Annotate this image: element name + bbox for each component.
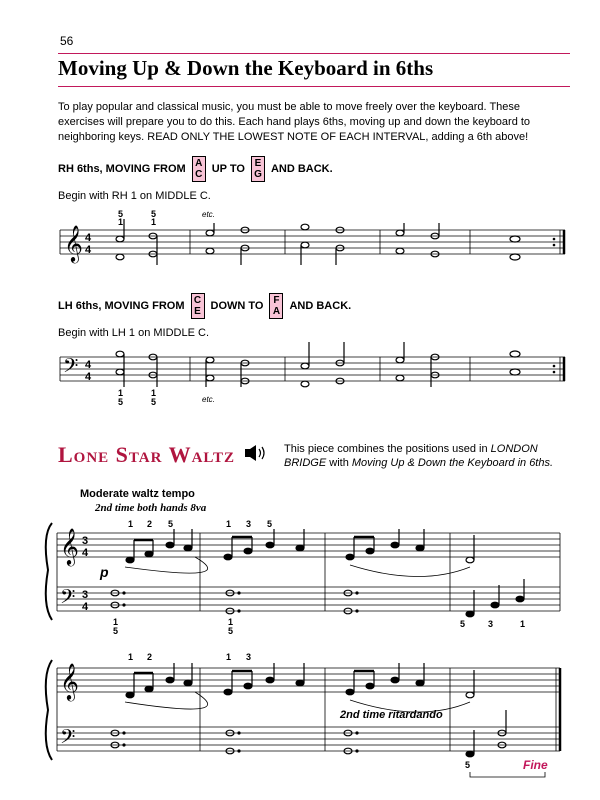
brace-icon — [46, 660, 52, 760]
time-sig-top: 3 — [82, 589, 89, 601]
lh-fingering: 1 — [228, 617, 234, 627]
rh-fingering: 5 — [267, 519, 273, 529]
rh-fingering: 1 — [128, 519, 134, 529]
time-sig-top: 4 — [85, 232, 92, 244]
rh-exercise-staff — [55, 205, 575, 275]
rh-etc: etc. — [202, 210, 215, 219]
treble-clef-icon: 𝄞 — [60, 528, 79, 564]
lh-fingering: 5 — [465, 760, 471, 770]
lh-fingering: 1 — [118, 388, 124, 398]
octave-instruction: 2nd time both hands 8va — [95, 502, 207, 514]
rh-label-a: RH 6ths, MOVING FROM — [58, 163, 186, 175]
rh-exercise-heading — [58, 156, 333, 182]
rh-fingering: 2 — [147, 652, 153, 662]
time-sig-bottom: 4 — [85, 244, 92, 256]
lh-fingering: 1 — [151, 388, 157, 398]
lh-fingering: 5 — [113, 626, 119, 636]
title-rule-top — [58, 53, 570, 54]
lh-fingering: 3 — [488, 619, 494, 629]
time-sig-bottom: 4 — [85, 371, 92, 383]
rh-label-b: UP TO — [211, 163, 245, 175]
lh-fingering: 5 — [151, 397, 157, 407]
rh-fingering: 3 — [246, 519, 252, 529]
song-title: Lone Star Waltz — [58, 442, 236, 467]
lh-from-box: C E — [191, 293, 205, 319]
lh-label-c: AND BACK. — [289, 300, 352, 312]
lh-exercise-staff — [55, 342, 575, 412]
song-description: This piece combines the positions used in LONDON BRIDGE with Moving Up & Down the Keyboard in 6ths. — [284, 443, 554, 469]
rh-begin-text: Begin with RH 1 on MIDDLE C. — [58, 190, 211, 202]
lh-fingering: 1 — [113, 617, 119, 627]
rh-fingering: 3 — [246, 652, 252, 662]
time-sig-top: 3 — [82, 535, 89, 547]
song-rh-notes — [126, 529, 424, 563]
rh-fingering: 1 — [226, 652, 232, 662]
title-rule-bottom — [58, 86, 570, 87]
lh-etc: etc. — [202, 395, 215, 404]
intro-text: To play popular and classical music, you must be able to move freely over the keyboard. These exercises will prepare you to do this. Each hand plays 6ths, moving up and down the keyboard to neighboring keys. READ ONLY THE LOWEST NOTE OF EACH INTERVAL, adding a 6th above! — [58, 101, 531, 143]
time-sig-bottom: 4 — [82, 547, 89, 559]
dynamic-mark: p — [100, 564, 109, 580]
rh-fingering: 5 — [118, 209, 124, 219]
time-sig-bottom: 4 — [82, 601, 89, 613]
lh-fingering: 1 — [520, 619, 526, 629]
rh-label-c: AND BACK. — [270, 163, 333, 175]
lh-label-a: LH 6ths, MOVING FROM — [58, 300, 185, 312]
song-lh-notes — [111, 590, 358, 614]
lh-fingering: 5 — [228, 626, 234, 636]
lh-fingering: 5 — [460, 619, 466, 629]
lh-notes — [116, 342, 520, 387]
page-title: Moving Up & Down the Keyboard in 6ths — [58, 56, 434, 80]
brace-icon — [46, 523, 52, 620]
song-system-2 — [40, 645, 575, 795]
rh-fingering: 1 — [128, 652, 134, 662]
lh-label-b: DOWN TO — [210, 300, 264, 312]
song-system-1 — [40, 515, 575, 640]
song-lh-notes-2 — [111, 710, 506, 754]
rh-fingering: 2 — [147, 519, 153, 529]
fine-marking: Fine — [523, 758, 548, 772]
audio-speaker-icon[interactable] — [244, 444, 270, 462]
ritardando-marking: 2nd time ritardando — [340, 709, 443, 721]
bass-clef-icon: 𝄢 — [63, 355, 79, 382]
rh-to-box: E G — [251, 156, 265, 182]
rh-fingering: 5 — [151, 209, 157, 219]
treble-clef-icon: 𝄞 — [60, 663, 79, 699]
bass-clef-icon: 𝄢 — [60, 726, 76, 753]
lh-begin-text: Begin with LH 1 on MIDDLE C. — [58, 327, 210, 339]
rh-fingering: 1 — [151, 217, 157, 227]
tempo-marking: Moderate waltz tempo — [80, 488, 195, 500]
bass-clef-icon: 𝄢 — [60, 586, 76, 613]
treble-clef-icon: 𝄞 — [64, 225, 83, 261]
rh-from-box: A C — [192, 156, 206, 182]
rh-fingering: 1 — [118, 217, 124, 227]
rh-fingering: 5 — [168, 519, 174, 529]
lh-fingering: 5 — [118, 397, 124, 407]
page-number: 56 — [60, 34, 74, 48]
lh-exercise-heading — [58, 293, 351, 319]
time-sig-top: 4 — [85, 359, 92, 371]
lh-to-box: F A — [269, 293, 283, 319]
rh-fingering: 1 — [226, 519, 232, 529]
